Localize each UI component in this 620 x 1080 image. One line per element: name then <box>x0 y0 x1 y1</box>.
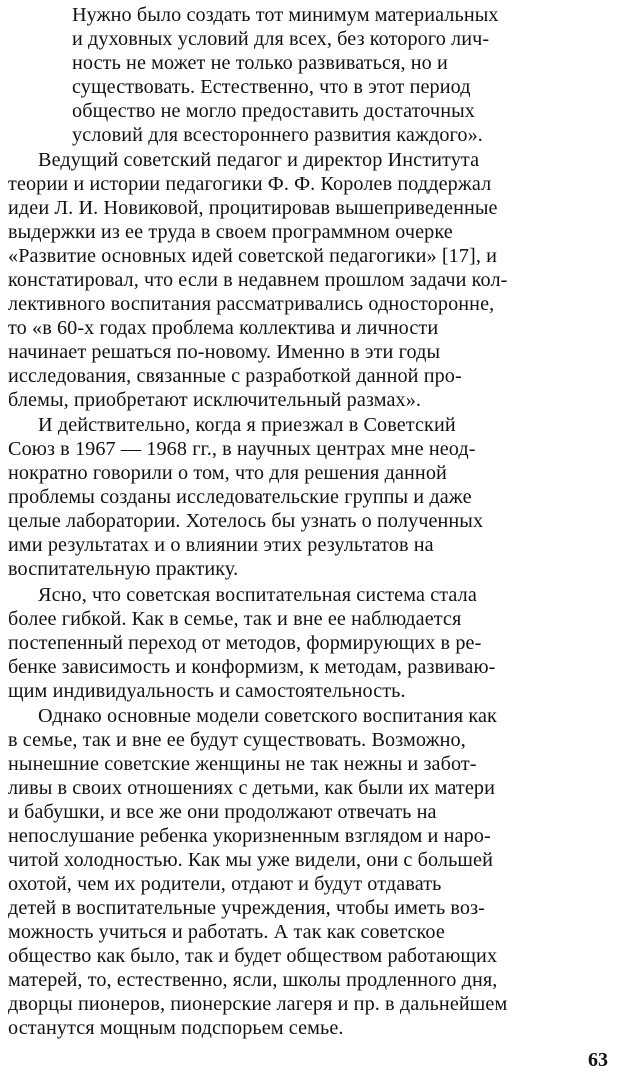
paragraph-line: выдержки из ее труда в своем программном очерке <box>8 221 453 243</box>
paragraph-line: в семье, так и вне ее будут существовать. Возможно, <box>8 729 466 751</box>
page-number: 63 <box>588 1049 608 1071</box>
paragraph-line: блемы, приобретают исключительный размах». <box>8 389 422 411</box>
paragraph-line: ими результатах и о влиянии этих результатов на <box>8 534 434 556</box>
paragraph-line: Ведущий советский педагог и директор Института <box>38 149 480 171</box>
paragraph-line: исследования, связанные с разработкой данной про- <box>8 365 462 387</box>
paragraph-line: нократно говорили о том, что для решения данной <box>8 462 447 484</box>
quote-line: и духовных условий для всех, без которого лич- <box>72 28 490 50</box>
paragraph-line: общество как было, так и будет обществом работающих <box>8 945 498 967</box>
quote-line: условий для всестороннего развития каждого». <box>72 124 483 146</box>
paragraph-line: идеи Л. И. Новиковой, процитировав вышеприведенные <box>8 197 498 219</box>
paragraph-line: то «в 60-х годах проблема коллектива и личности <box>8 317 439 339</box>
paragraph-line: детей в воспитательные учреждения, чтобы иметь воз- <box>8 897 485 919</box>
paragraph-line: «Развитие основных идей советской педагогики» [17], и <box>8 245 498 267</box>
paragraph-line: непослушание ребенка укоризненным взглядом и наро- <box>8 825 491 847</box>
paragraph-line: более гибкой. Как в семье, так и вне ее наблюдается <box>8 608 462 630</box>
paragraph-line: охотой, чем их родители, отдают и будут отдавать <box>8 873 442 895</box>
paragraph-line: констатировал, что если в недавнем прошлом задачи кол- <box>8 269 508 291</box>
paragraph-line: постепенный переход от методов, формирующих в ре- <box>8 632 482 654</box>
quote-line: общество не могло предоставить достаточных <box>72 100 475 122</box>
paragraph-line: и бабушки, и все же они продолжают отвечать на <box>8 801 437 823</box>
paragraph-line: ливы в своих отношениях с детьми, как были их матери <box>8 777 495 799</box>
quote-line: ность не может не только развиваться, но и <box>72 52 448 74</box>
paragraph-line: проблемы созданы исследовательские группы и даже <box>8 486 472 508</box>
paragraph-line: щим индивидуальность и самостоятельность. <box>8 680 406 702</box>
paragraph-line: начинает решаться по-новому. Именно в эти годы <box>8 341 441 363</box>
paragraph-line: дворцы пионеров, пионерские лагеря и пр. в дальнейшем <box>8 993 508 1015</box>
quote-line: Нужно было создать тот минимум материальных <box>72 4 499 26</box>
paragraph-line: матерей, то, естественно, ясли, школы продленного дня, <box>8 969 498 991</box>
paragraph-line: теории и истории педагогики Ф. Ф. Королев поддержал <box>8 173 492 195</box>
paragraph-line: лективного воспитания рассматривались односторонне, <box>8 293 495 315</box>
paragraph-line: воспитательную практику. <box>8 558 239 580</box>
paragraph-line: И действительно, когда я приезжал в Советский <box>38 414 456 436</box>
paragraph-line: целые лаборатории. Хотелось бы узнать о полученных <box>8 510 484 532</box>
paragraph-line: читой холодностью. Как мы уже видели, они с большей <box>8 849 494 871</box>
paragraph-line: можность учиться и работать. А так как советское <box>8 921 445 943</box>
paragraph-line: Однако основные модели советского воспитания как <box>38 705 497 727</box>
paragraph-line: Ясно, что советская воспитательная система стала <box>38 584 477 606</box>
paragraph-line: останутся мощным подспорьем семье. <box>8 1017 344 1039</box>
paragraph-line: Союз в 1967 — 1968 гг., в научных центрах мне неод- <box>8 438 476 460</box>
paragraph-line: нынешние советские женщины не так нежны и забот- <box>8 753 477 775</box>
paragraph-line: бенке зависимость и конформизм, к методам, развиваю- <box>8 656 496 678</box>
quote-line: существовать. Естественно, что в этот период <box>72 76 471 98</box>
